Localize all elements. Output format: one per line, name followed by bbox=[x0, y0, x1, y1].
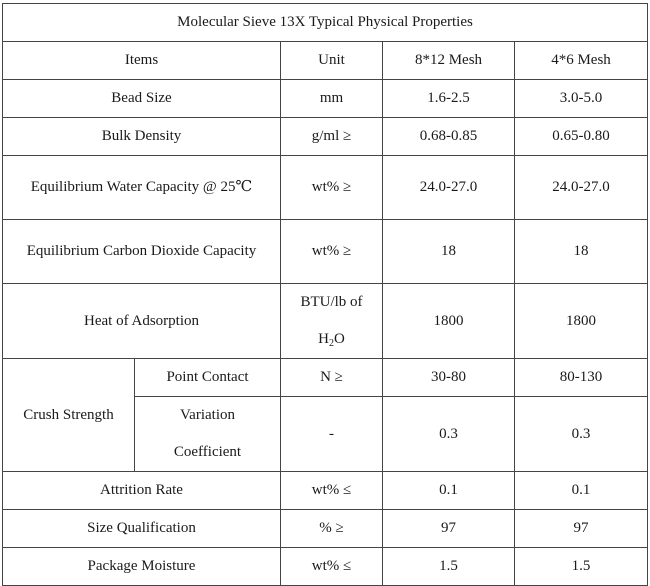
value-cell: 1.6-2.5 bbox=[383, 80, 515, 118]
header-8x12-mesh: 8*12 Mesh bbox=[383, 42, 515, 80]
unit-cell: % ≥ bbox=[281, 510, 383, 548]
row-label-size-qualification: Size Qualification bbox=[3, 510, 281, 548]
properties-table bbox=[2, 3, 648, 586]
value-cell: 1.5 bbox=[383, 548, 515, 586]
sub-label-point-contact: Point Contact bbox=[135, 359, 281, 397]
unit-subscript: 2 bbox=[329, 338, 334, 349]
value-cell: 1800 bbox=[383, 284, 515, 359]
value-cell: 24.0-27.0 bbox=[383, 156, 515, 220]
table-row bbox=[3, 548, 648, 586]
table-row bbox=[3, 359, 648, 397]
unit-cell: wt% ≥ bbox=[281, 156, 383, 220]
value-cell: 3.0-5.0 bbox=[515, 80, 648, 118]
table-header-row bbox=[3, 42, 648, 80]
table-row bbox=[3, 510, 648, 548]
header-4x6-mesh: 4*6 Mesh bbox=[515, 42, 648, 80]
unit-cell: wt% ≤ bbox=[281, 548, 383, 586]
sub-label-line-2: Coefficient bbox=[173, 444, 242, 460]
value-cell: 0.65-0.80 bbox=[515, 118, 648, 156]
value-cell: 0.1 bbox=[515, 472, 648, 510]
table-row bbox=[3, 156, 648, 220]
value-cell: 1800 bbox=[515, 284, 648, 359]
value-cell: 97 bbox=[515, 510, 648, 548]
unit-cell bbox=[281, 284, 383, 359]
unit-line-1: BTU/lb of bbox=[300, 294, 363, 310]
table-title-row bbox=[3, 4, 648, 42]
row-label-bead-size: Bead Size bbox=[3, 80, 281, 118]
row-label-co2-capacity: Equilibrium Carbon Dioxide Capacity bbox=[3, 220, 281, 284]
value-cell: 0.68-0.85 bbox=[383, 118, 515, 156]
value-cell: 0.1 bbox=[383, 472, 515, 510]
table-row bbox=[3, 80, 648, 118]
row-label-bulk-density: Bulk Density bbox=[3, 118, 281, 156]
table-row bbox=[3, 472, 648, 510]
row-label-water-capacity: Equilibrium Water Capacity @ 25℃ bbox=[3, 156, 281, 220]
unit-h: H bbox=[318, 331, 329, 347]
row-label-crush-strength: Crush Strength bbox=[3, 359, 135, 472]
sub-label-line-1: Variation bbox=[180, 407, 235, 423]
value-cell: 18 bbox=[383, 220, 515, 284]
value-cell: 97 bbox=[383, 510, 515, 548]
unit-cell: g/ml ≥ bbox=[281, 118, 383, 156]
header-items: Items bbox=[3, 42, 281, 80]
table-row bbox=[3, 284, 648, 359]
table-title: Molecular Sieve 13X Typical Physical Properties bbox=[3, 4, 648, 42]
unit-cell: N ≥ bbox=[281, 359, 383, 397]
value-cell: 0.3 bbox=[515, 397, 648, 472]
unit-cell: - bbox=[281, 397, 383, 472]
row-label-attrition-rate: Attrition Rate bbox=[3, 472, 281, 510]
header-unit: Unit bbox=[281, 42, 383, 80]
unit-cell: mm bbox=[281, 80, 383, 118]
value-cell: 30-80 bbox=[383, 359, 515, 397]
value-cell: 80-130 bbox=[515, 359, 648, 397]
row-label-heat-adsorption: Heat of Adsorption bbox=[3, 284, 281, 359]
unit-cell: wt% ≥ bbox=[281, 220, 383, 284]
unit-o: O bbox=[334, 331, 345, 347]
value-cell: 1.5 bbox=[515, 548, 648, 586]
unit-line-2 bbox=[285, 321, 378, 358]
value-cell: 18 bbox=[515, 220, 648, 284]
table-row bbox=[3, 220, 648, 284]
row-label-package-moisture: Package Moisture bbox=[3, 548, 281, 586]
value-cell: 0.3 bbox=[383, 397, 515, 472]
unit-cell: wt% ≤ bbox=[281, 472, 383, 510]
value-cell: 24.0-27.0 bbox=[515, 156, 648, 220]
table-row bbox=[3, 118, 648, 156]
sub-label-variation-coefficient bbox=[135, 397, 281, 472]
